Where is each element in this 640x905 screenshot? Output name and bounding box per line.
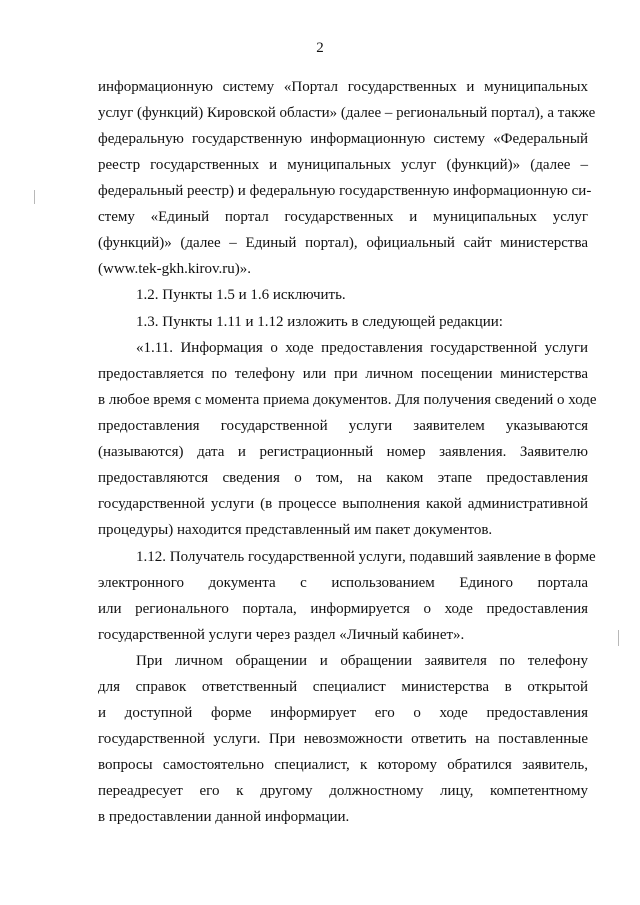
text-line: информационную систему «Портал государственных и муниципальных bbox=[98, 79, 588, 95]
text-line: предоставляются сведения о том, на каком этапе предоставления bbox=[98, 470, 588, 486]
text-line: в любое время с момента приема документов. Для получения сведений о ходе bbox=[98, 392, 597, 408]
text-line: стему «Единый портал государственных и муниципальных услуг bbox=[98, 209, 588, 225]
text-line: федеральный реестр) и федеральную государственную информационную си- bbox=[98, 183, 592, 199]
text-line: предоставляется по телефону или при личном посещении министерства bbox=[98, 366, 588, 382]
text-line: 1.2. Пункты 1.5 и 1.6 исключить. bbox=[136, 287, 346, 303]
text-line: При личном обращении и обращении заявителя по телефону bbox=[136, 653, 588, 669]
text-line: (функций)» (далее – Единый портал), официальный сайт министерства bbox=[98, 235, 588, 251]
text-line: 1.12. Получатель государственной услуги, подавший заявление в форме bbox=[136, 549, 596, 565]
text-line: для справок ответственный специалист министерства в открытой bbox=[98, 679, 588, 695]
text-line: услуг (функций) Кировской области» (далее – региональный портал), а также bbox=[98, 105, 596, 121]
text-line: и доступной форме информирует его о ходе предоставления bbox=[98, 705, 588, 721]
text-line: предоставления государственной услуги заявителем указываются bbox=[98, 418, 588, 434]
text-line: реестр государственных и муниципальных услуг (функций)» (далее – bbox=[98, 157, 588, 173]
text-line: «1.11. Информация о ходе предоставления государственной услуги bbox=[136, 340, 588, 356]
text-line: федеральную государственную информационную систему «Федеральный bbox=[98, 131, 588, 147]
text-line: государственной услуги через раздел «Личный кабинет». bbox=[98, 627, 465, 643]
text-line: (www.tek-gkh.kirov.ru)». bbox=[98, 261, 252, 277]
scan-artifact-left bbox=[34, 190, 35, 204]
text-line: государственной услуги. При невозможности ответить на поставленные bbox=[98, 731, 588, 747]
page-number: 2 bbox=[316, 40, 324, 56]
scan-artifact-right bbox=[618, 630, 619, 646]
text-line: электронного документа с использованием Единого портала bbox=[98, 575, 588, 591]
text-line: в предоставлении данной информации. bbox=[98, 809, 350, 825]
text-line: государственной услуги (в процессе выполнения какой административной bbox=[98, 496, 588, 512]
text-line: переадресует его к другому должностному лицу, компетентному bbox=[98, 783, 588, 799]
text-line: или регионального портала, информируется о ходе предоставления bbox=[98, 601, 588, 617]
text-line: (называются) дата и регистрационный номер заявления. Заявителю bbox=[98, 444, 588, 460]
text-line: 1.3. Пункты 1.11 и 1.12 изложить в следующей редакции: bbox=[136, 314, 503, 330]
text-line: процедуры) находится представленный им пакет документов. bbox=[98, 522, 493, 538]
text-line: вопросы самостоятельно специалист, к которому обратился заявитель, bbox=[98, 757, 588, 773]
